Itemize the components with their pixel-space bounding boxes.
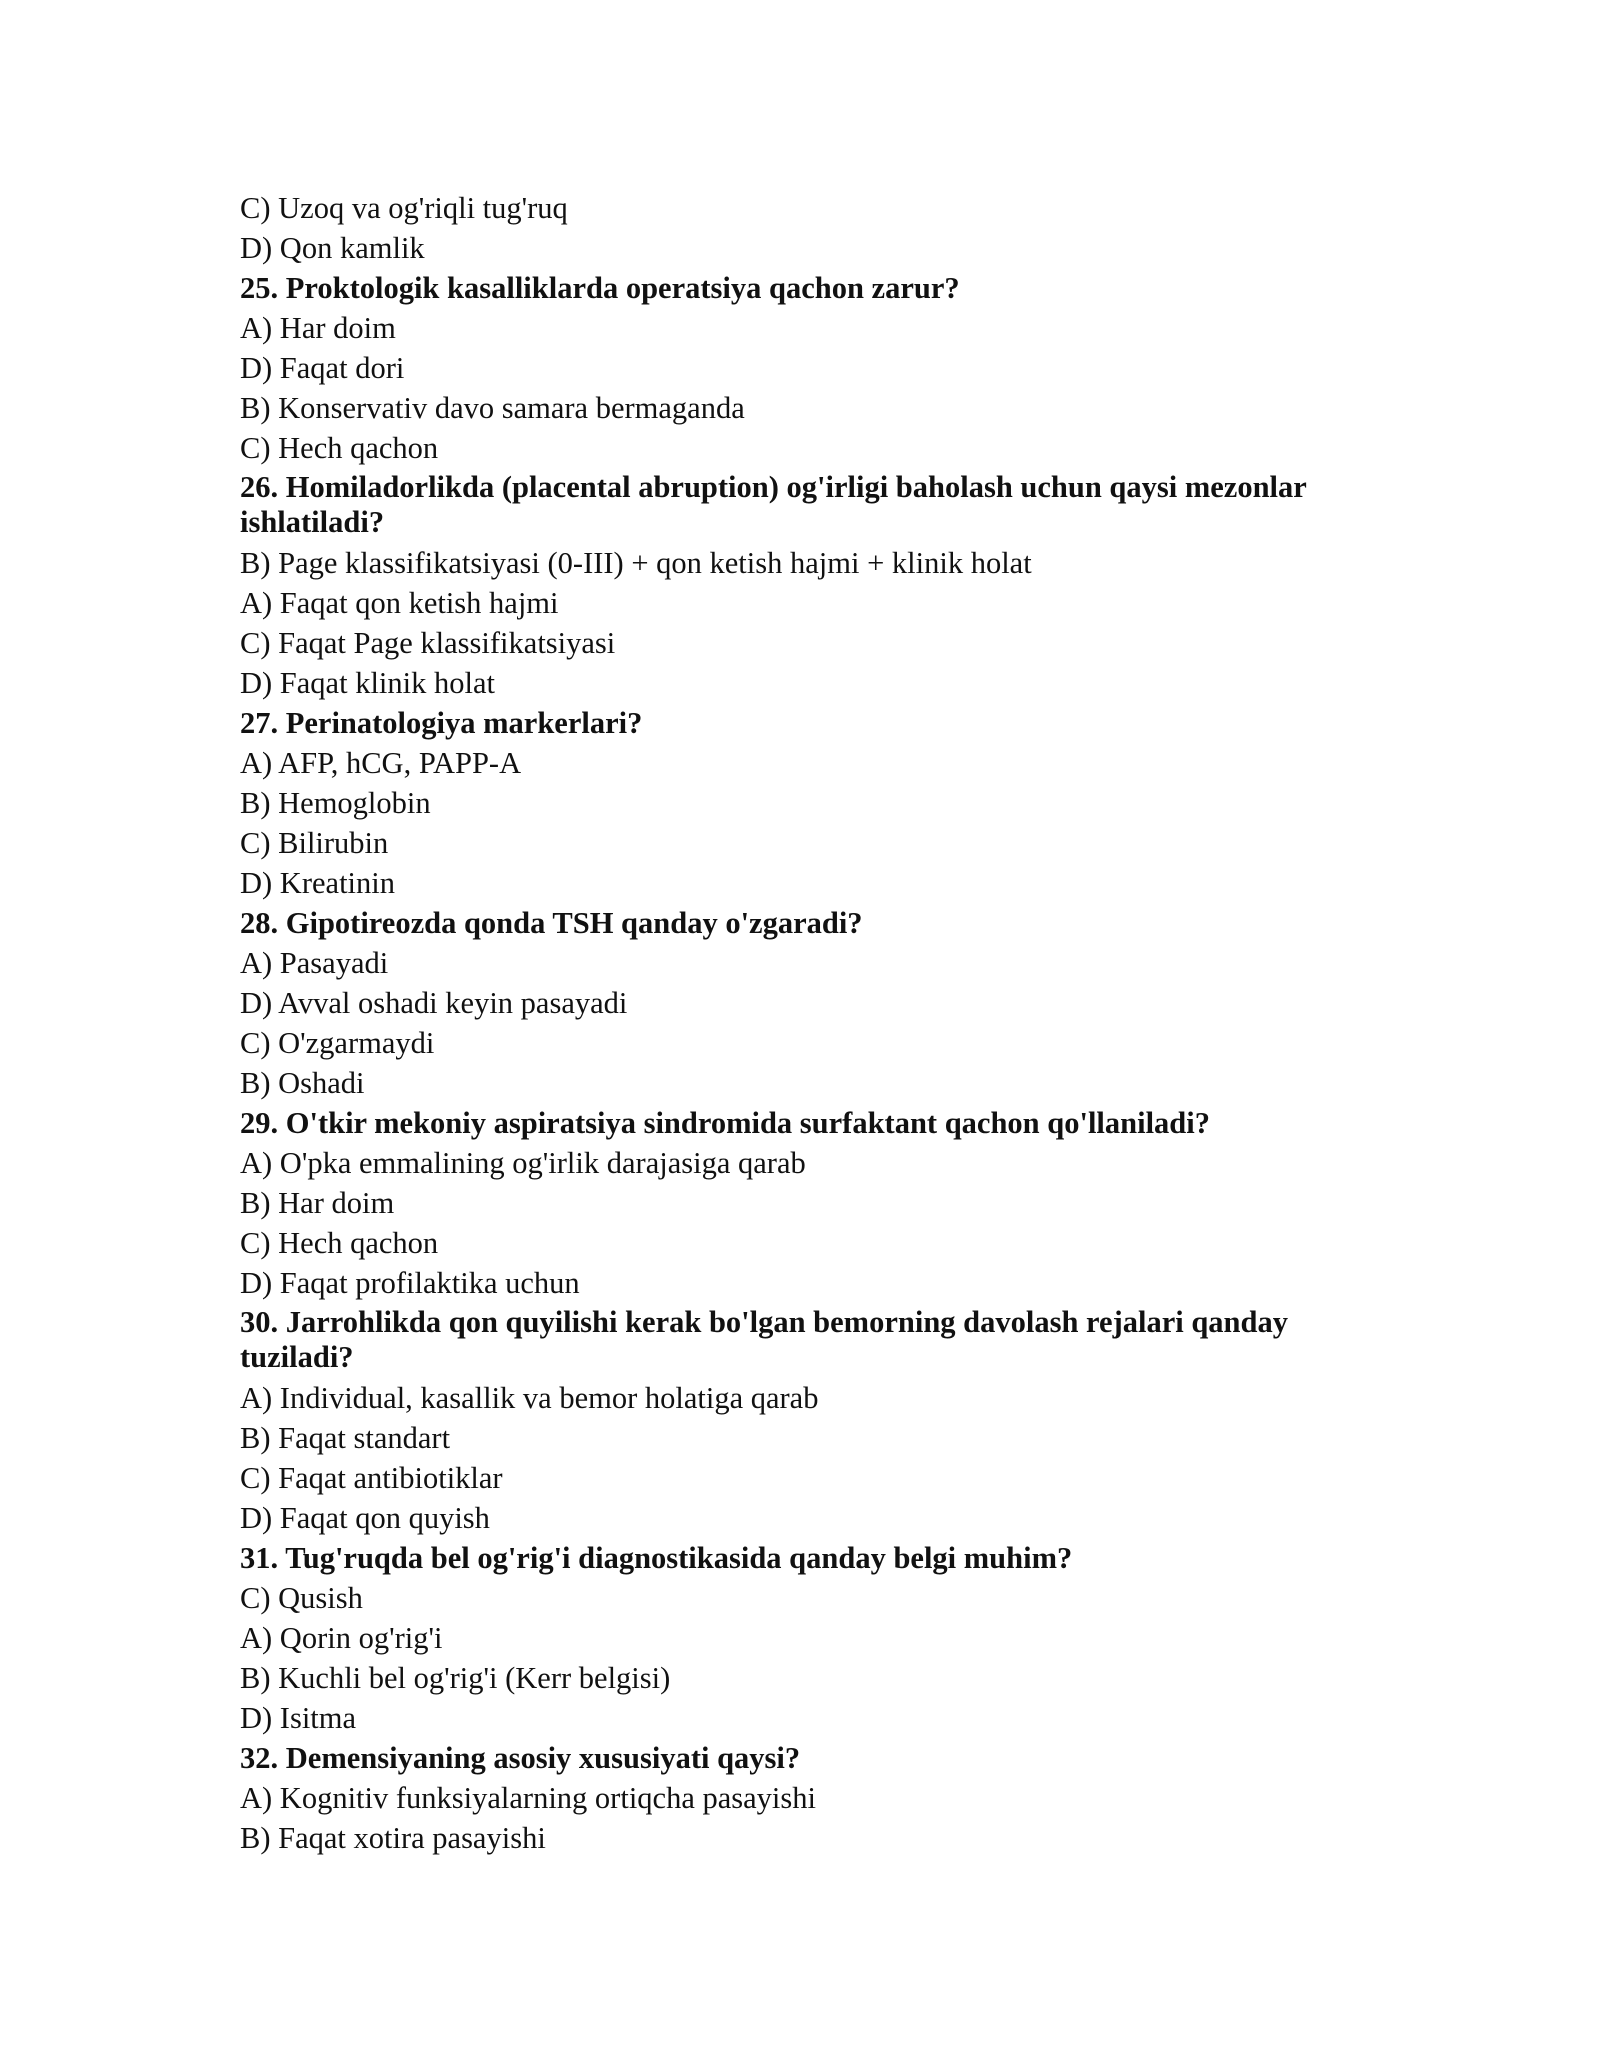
option: D) Faqat dori (240, 351, 405, 385)
option: A) Qorin og'rig'i (240, 1621, 443, 1655)
option: B) Konservativ davo samara bermaganda (240, 391, 745, 425)
option: C) Bilirubin (240, 826, 389, 860)
option: B) Faqat standart (240, 1421, 451, 1455)
option: C) Qusish (240, 1581, 363, 1615)
option: C) Faqat Page klassifikatsiyasi (240, 626, 616, 660)
option: B) Kuchli bel og'rig'i (Kerr belgisi) (240, 1661, 671, 1695)
option: A) AFP, hCG, PAPP-A (240, 746, 522, 780)
option: A) Kognitiv funksiyalarning ortiqcha pasayishi (240, 1781, 817, 1815)
option: D) Kreatinin (240, 866, 395, 900)
option: C) Uzoq va og'riqli tug'ruq (240, 191, 568, 225)
question-30: 30. Jarrohlikda qon quyilishi kerak bo'lgan bemorning davolash rejalari qanday tuziladi? (240, 1305, 1288, 1374)
question-31: 31. Tug'ruqda bel og'rig'i diagnostikasida qanday belgi muhim? (240, 1541, 1073, 1575)
option: A) O'pka emmalining og'irlik darajasiga qarab (240, 1146, 806, 1180)
option: A) Faqat qon ketish hajmi (240, 586, 559, 620)
option: D) Faqat qon quyish (240, 1501, 490, 1535)
option: D) Isitma (240, 1701, 357, 1735)
question-29: 29. O'tkir mekoniy aspiratsiya sindromida surfaktant qachon qo'llaniladi? (240, 1106, 1210, 1140)
option: B) Page klassifikatsiyasi (0-III) + qon ketish hajmi + klinik holat (240, 546, 1032, 580)
option: C) Faqat antibiotiklar (240, 1461, 503, 1495)
option: D) Faqat klinik holat (240, 666, 495, 700)
question-32: 32. Demensiyaning asosiy xususiyati qaysi? (240, 1741, 801, 1775)
question-25: 25. Proktologik kasalliklarda operatsiya qachon zarur? (240, 271, 960, 305)
option: A) Pasayadi (240, 946, 389, 980)
option: A) Individual, kasallik va bemor holatiga qarab (240, 1381, 819, 1415)
option: C) Hech qachon (240, 1226, 439, 1260)
option: B) Oshadi (240, 1066, 365, 1100)
option: C) O'zgarmaydi (240, 1026, 435, 1060)
option: B) Faqat xotira pasayishi (240, 1821, 546, 1855)
option: B) Hemoglobin (240, 786, 431, 820)
question-27: 27. Perinatologiya markerlari? (240, 706, 643, 740)
option: B) Har doim (240, 1186, 395, 1220)
question-28: 28. Gipotireozda qonda TSH qanday o'zgaradi? (240, 906, 863, 940)
option: D) Faqat profilaktika uchun (240, 1266, 580, 1300)
option: D) Qon kamlik (240, 231, 425, 265)
option: D) Avval oshadi keyin pasayadi (240, 986, 628, 1020)
option: C) Hech qachon (240, 431, 439, 465)
option: A) Har doim (240, 311, 396, 345)
question-26: 26. Homiladorlikda (placental abruption) og'irligi baholash uchun qaysi mezonlar ishlatiladi? (240, 470, 1307, 539)
document-page (240, 188, 1370, 1858)
